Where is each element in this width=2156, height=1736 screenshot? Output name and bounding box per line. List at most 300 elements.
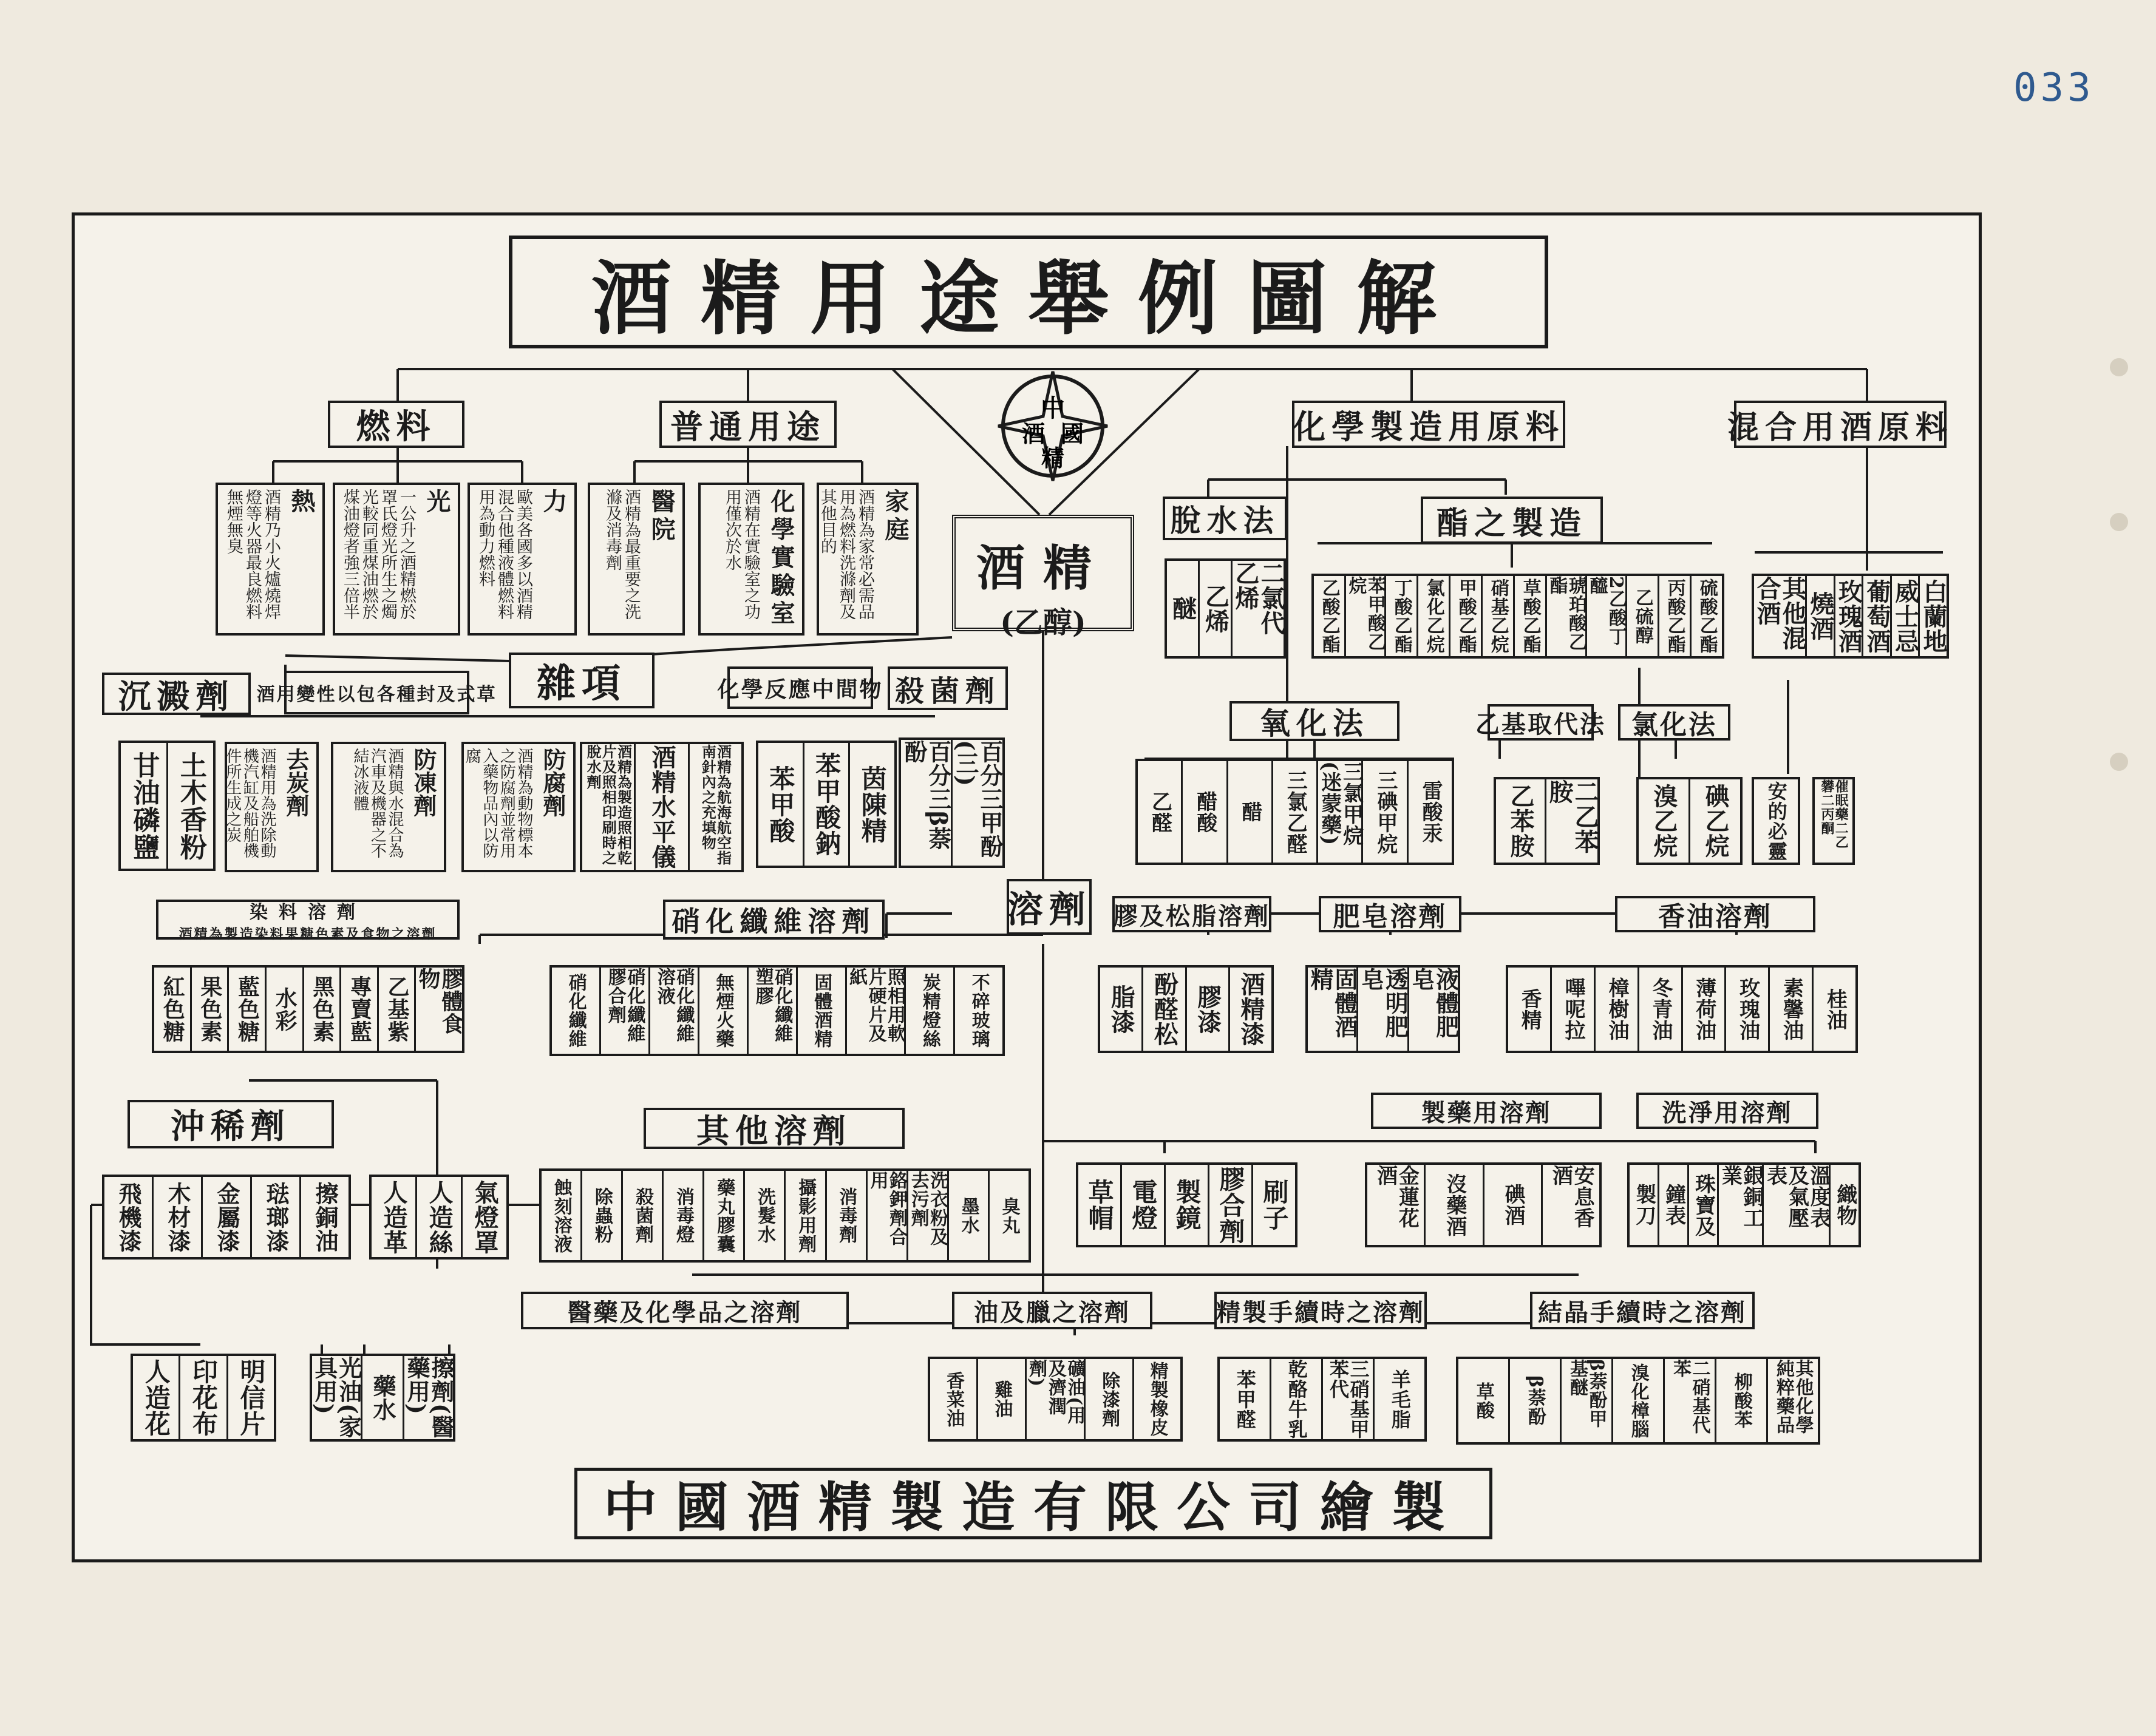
node-label: 雷酸汞 [1418,780,1443,844]
header-precip: 沉澱劑 [102,673,251,715]
group-mixed [1752,574,1949,659]
general-detail-box [817,483,919,636]
node-label: 透明肥皂 [1357,968,1409,1039]
node-label: 酒精水平儀 [647,745,676,869]
node-item [228,1356,274,1439]
header-diluent: 沖稀劑 [128,1100,334,1148]
node-item [1831,1165,1858,1245]
node-label: 擦劑(醫藥用) [403,1356,455,1439]
node-label: β萘酚 [1524,1375,1546,1426]
node-item [1409,761,1452,863]
node-label: 其他混合酒 [1753,576,1807,651]
node-label: 電燈 [1128,1179,1158,1231]
node-item [749,968,798,1054]
dye-header-title: 染料溶劑 [250,901,366,923]
node-label: 光油(家具用) [310,1356,362,1439]
node-label: 威士忌 [1891,578,1920,654]
node-item [1639,968,1683,1051]
node-item [908,1171,949,1260]
node-label: 醋 [1238,801,1262,822]
node-item [1613,1359,1665,1442]
node-item [1367,1165,1426,1245]
node-label: 乙基紫 [384,975,410,1043]
diagram-title: 酒精用途舉例圖解 [509,236,1548,348]
detail-title: 化學實驗室 [767,489,795,628]
group-ethylate [1494,777,1600,865]
header-medchem: 醫藥及化學品之溶劑 [521,1292,849,1329]
node-item [906,968,955,1054]
node-item [1483,576,1515,656]
node-label: 硝化纖維膠合劑 [604,968,645,1043]
group-ink [310,1354,455,1442]
node-label: 苯甲酸乙烷 [1345,576,1386,651]
node-item [690,744,741,870]
node-item [1314,576,1346,656]
group-cleaning [1627,1162,1861,1247]
node-item [192,968,230,1051]
node-label: 消毒劑 [835,1187,857,1244]
node-label: 消毒燈 [673,1187,695,1244]
node-label: 洗衣粉及去污劑 [907,1171,948,1246]
node-item [582,744,636,870]
node-item [1308,968,1358,1051]
node-label: 沒藥酒 [1442,1173,1467,1237]
node-item [121,743,168,869]
node-item [1122,1165,1166,1245]
node-label: 草帽 [1084,1179,1115,1231]
header-oilfat: 油及臘之溶劑 [952,1292,1152,1329]
svg-text:精: 精 [1041,444,1065,472]
node-item [1271,1359,1323,1439]
node-item [1230,968,1271,1051]
node-item [1726,968,1770,1051]
node-label: 殺菌劑 [631,1187,653,1244]
node-label: 織物 [1832,1184,1857,1226]
node-label: 硝基乙烷 [1487,578,1509,654]
node-label: 溴乙烷 [1650,784,1678,858]
detail-title: 光 [423,489,451,517]
header-pharma: 製藥用溶劑 [1371,1093,1602,1129]
node-item [850,743,894,866]
node-item [1814,968,1855,1051]
node-item [372,1177,417,1257]
node-item [955,968,1002,1054]
node-item [1515,576,1547,656]
node-item [1754,576,1807,656]
node-item [1458,1359,1510,1442]
node-item [1143,968,1186,1051]
company-emblem-icon [996,369,1110,483]
header-fuel: 燃料 [328,401,464,448]
node-item [341,968,379,1051]
node-item [1323,1359,1375,1439]
node-label: 苯甲醛 [1233,1369,1257,1429]
node-label: 其他化學純粹藥品 [1773,1359,1814,1434]
node-item [1807,576,1835,656]
group-nitro [549,965,1005,1056]
node-label: 金屬漆 [213,1181,240,1253]
node-item [1754,779,1798,863]
header-crystal: 結晶手續時之溶劑 [1530,1292,1755,1329]
node-item [990,1171,1029,1260]
node-label: 乾酪牛乳 [1285,1359,1308,1439]
header-precise: 精製手續時之溶劑 [1214,1292,1427,1329]
node-label: 明信片 [236,1358,267,1437]
node-label: 固體酒精 [811,973,832,1048]
node-item [417,1177,463,1257]
node-label: 黑色素 [309,975,335,1043]
node-item [699,968,749,1054]
detail-text: 酒精與水混合為汽車及機器之不結冰液體 [350,748,404,858]
node-label: 木材漆 [163,1181,191,1253]
node-item [1659,1165,1689,1245]
node-item [1426,1165,1484,1245]
node-label: 酒精為製造照相乾片及照相印刷時之脫水劑 [584,744,633,866]
group-dye [152,965,464,1053]
node-item [1273,761,1318,863]
node-label: 酒精漆 [1236,972,1265,1046]
node-label: 製刀 [1631,1184,1656,1226]
node-item [180,1356,228,1439]
node-label: 人造革 [379,1179,408,1255]
node-item [154,968,192,1051]
detail-title: 家庭 [881,489,910,544]
node-label: 二乙苯胺 [1545,779,1599,854]
node-label: 果色素 [197,975,223,1043]
node-label: 乙硫醇 [1631,588,1653,645]
node-label: 柳酸苯 [1730,1372,1752,1429]
node-item [827,1171,868,1260]
node-item [203,1177,252,1257]
group-extra1 [1752,777,1800,865]
node-item [542,1171,582,1260]
node-label: 藍色糖 [234,975,260,1043]
node-item [704,1171,745,1260]
node-label: 氣燈罩 [471,1179,499,1255]
node-label: 藥水 [369,1374,396,1422]
node-item [1552,968,1596,1051]
node-label: 固體酒精 [1307,968,1359,1039]
node-label: 香精 [1517,988,1542,1031]
group-misc_b [580,742,744,872]
header-ester: 酯之製造 [1421,497,1603,544]
node-item [930,1359,978,1439]
node-item [1689,1165,1719,1245]
node-label: 土木香粉 [175,751,206,861]
node-item [1187,968,1230,1051]
node-label: 琥珀酸乙酯 [1546,576,1586,651]
header-seal: 酒用變性以包各種封及式草 [284,671,469,714]
node-item [1363,761,1408,863]
node-label: 蝕刻溶液 [550,1178,572,1253]
node-label: 液體肥皂 [1407,968,1460,1039]
node-label: 茵陳精 [857,765,888,844]
node-label: 硝化纖維溶液 [653,968,695,1043]
node-label: 甘油磷鹽 [128,751,160,861]
group-perfume [1506,965,1858,1053]
node-item [1318,761,1363,863]
detail-text: 酒精用為洗除動機汽缸及船舶機件所生成之炭 [223,748,276,858]
page-number: 033 [2013,66,2095,110]
node-item [154,1177,203,1257]
header-mixed: 混合用酒原料 [1734,401,1947,448]
node-label: 桂油 [1823,988,1848,1031]
node-label: 琺瑯漆 [262,1181,290,1253]
header-general: 普通用途 [659,401,837,448]
node-item [1920,576,1947,656]
group-other [539,1168,1031,1263]
svg-text:酒: 酒 [1021,420,1046,447]
node-label: 膠漆 [1193,984,1222,1034]
node-item [1665,1359,1716,1442]
node-item [301,1177,349,1257]
detail-text: 酒精在實驗室之功用僅次於水 [722,489,760,620]
node-item [758,743,804,866]
node-label: 膠合劑 [1216,1165,1246,1244]
node-label: 鉻鉀劑合用 [866,1171,908,1246]
group-extra2 [1812,777,1855,865]
node-label: 金蓮花酒 [1373,1165,1420,1229]
group-crystal [1456,1357,1820,1445]
node-label: 硝化纖維 [565,973,587,1048]
header-other: 其他溶劑 [644,1108,905,1149]
node-label: 氯化乙烷 [1423,578,1444,654]
node-label: 燒酒 [1806,591,1835,641]
node-item [1770,968,1814,1051]
general-detail-box [698,483,804,636]
node-label: 溫度表及氣壓表 [1763,1165,1831,1229]
node-label: 照相用軟片硬片及紙 [846,968,906,1043]
node-item [1562,1359,1613,1442]
node-label: 人造絲 [425,1179,454,1255]
node-label: 藥丸膠囊 [713,1178,735,1253]
node-item [1138,761,1183,863]
header-misc: 雜項 [509,653,655,708]
node-item [1358,968,1409,1051]
node-item [1496,779,1546,863]
node-label: 專賣藍 [347,975,373,1043]
node-label: 無煙火藥 [712,973,734,1048]
group-pharma [1365,1162,1602,1247]
group-tools [1076,1162,1297,1247]
node-item [1209,1165,1253,1245]
detail-title: 熱 [287,489,316,517]
node-label: 薄荷油 [1692,977,1716,1041]
node-label: 三硝基甲苯代 [1327,1359,1370,1439]
group-reaction [756,741,897,868]
detail-text: 酒精為動物標本之防腐劑並常用入藥物品內以防腐 [463,748,533,858]
node-label: 苯甲酸 [766,765,796,844]
node-label: 印花布 [189,1358,219,1437]
node-label: 碘酒 [1500,1184,1525,1226]
group-diluent [102,1175,351,1260]
node-label: 二硝基代苯 [1670,1359,1710,1434]
center-node-label: 酒精 [976,540,1110,597]
publisher-footer: 中國酒精製造有限公司繪製 [574,1468,1492,1539]
node-label: 三碘甲烷 [1373,769,1398,855]
group-dehydrate [1165,558,1286,659]
node-label: 二氯代乙烯 [1231,561,1285,636]
node-label: 刷子 [1259,1179,1290,1231]
group-printing [131,1354,276,1442]
node-label: 百分三β萘酚 [900,740,952,851]
detail-text: 一公升之酒精燃於罩氏燈光所生之燭光較同重煤油燃於煤油燈者強三倍半 [340,489,416,620]
node-item [868,1171,908,1260]
node-label: 丙酸乙酯 [1664,578,1685,654]
node-item [1510,1359,1562,1442]
detail-text: 酒精為家常必需品用為燃料洗滌劑及其他目的 [817,489,874,620]
node-label: 三氯乙醛 [1283,769,1308,855]
node-item [798,968,847,1054]
node-item [1027,1359,1086,1439]
detail-title: 醫院 [647,489,676,544]
node-label: 嗶呢拉 [1561,977,1586,1041]
node-item [1543,1165,1599,1245]
node-item [1253,1165,1295,1245]
node-label: 醋酸 [1192,790,1217,833]
node-item [1546,779,1597,863]
node-label: 白蘭地 [1919,578,1948,654]
node-item [267,968,304,1051]
node-item [949,1171,990,1260]
fuel-detail-box [333,483,460,636]
node-label: 洗髮水 [754,1187,776,1244]
detail-text: 酒精乃小火爐燒焊燈等火器最良燃料無煙無臭 [223,489,281,620]
node-item [104,1177,154,1257]
node-item [1200,561,1233,656]
node-item [379,968,417,1051]
node-label: 墨水 [957,1196,979,1235]
header-ethylate: 乙基取代法 [1488,704,1594,741]
misc-detail-box [225,742,319,872]
node-item [1764,1165,1831,1245]
node-label: 乙酸乙酯 [1318,578,1340,654]
node-item [1690,779,1740,863]
node-item [623,1171,664,1260]
node-item [1768,1359,1818,1442]
header-solvent: 溶劑 [1007,879,1092,935]
node-item [1683,968,1727,1051]
group-soap [1305,965,1460,1053]
node-label: 擦銅油 [311,1181,339,1253]
node-label: 催眠藥二乙礬二丙酮 [1819,779,1849,849]
node-label: 除蟲粉 [591,1187,613,1244]
node-label: 不碎玻璃 [968,973,990,1048]
node-label: 酒精為航海航空指南針內之充填物 [699,744,732,866]
group-chlorinate [1636,777,1743,865]
node-label: 素馨油 [1779,977,1804,1041]
node-label: 攝影用劑 [795,1178,817,1253]
node-item [168,743,214,869]
node-item [552,968,601,1054]
fuel-detail-box [468,483,577,636]
node-label: 乙苯胺 [1506,784,1535,858]
node-label: 三氯甲烷(迷蒙藥) [1317,761,1364,846]
detail-text: 酒精為最重要之洗滌及消毒劑 [602,489,641,620]
node-label: 甲酸乙酯 [1455,578,1477,654]
header-chem: 化學製造用原料 [1292,401,1565,448]
node-item [362,1356,404,1439]
node-label: 香菜油 [942,1371,964,1428]
node-item [304,968,342,1051]
node-label: 脂漆 [1107,984,1136,1034]
node-label: 礦油(用及濟潤劑) [1025,1359,1086,1425]
node-item [1375,1359,1424,1439]
node-item [664,1171,704,1260]
node-item [901,740,953,866]
node-item [1719,1165,1764,1245]
node-label: 乙烯 [1201,583,1230,634]
node-item [133,1356,180,1439]
node-item [847,968,906,1054]
header-sterilize: 殺菌劑 [888,666,1008,710]
header-perfume: 香油溶劑 [1615,896,1815,932]
node-label: 葡萄酒 [1862,578,1891,654]
center-node-sublabel: (乙醇) [1000,606,1086,640]
node-label: 草酸 [1472,1382,1494,1420]
node-item [1835,576,1864,656]
detail-title: 力 [539,489,568,517]
node-label: 酚醛松 [1150,972,1179,1046]
node-label: 玫瑰油 [1735,977,1760,1041]
header-dehydrate: 脫水法 [1163,497,1287,540]
node-item [1639,779,1690,863]
node-item [1892,576,1920,656]
node-label: 百分三甲酚(三) [952,740,1004,858]
group-oxidize [1135,759,1454,865]
node-label: 溴化樟腦 [1627,1363,1649,1439]
node-item [1134,1359,1180,1439]
group-rubber [369,1175,509,1260]
group-precip [118,741,216,871]
detail-title: 防凍劑 [410,748,437,817]
node-item [1078,1165,1122,1245]
node-item [1547,576,1587,656]
node-item [1692,576,1722,656]
node-label: 紅色糖 [160,975,186,1043]
misc-detail-box [331,742,446,872]
node-label: 乙醛 [1148,790,1172,833]
node-item [953,740,1002,866]
header-soap: 肥皂溶劑 [1319,896,1461,932]
node-label: β萘酚甲基醚 [1566,1359,1607,1428]
node-item [1596,968,1639,1051]
node-item [1346,576,1386,656]
node-item [650,968,699,1054]
node-label: 草酸乙酯 [1519,578,1541,654]
node-item [1815,779,1852,863]
node-label: 羊毛脂 [1388,1369,1412,1429]
fuel-detail-box [216,483,325,636]
node-item [978,1359,1026,1439]
node-label: 飛機漆 [114,1181,142,1253]
node-item [1100,968,1143,1051]
node-item [1587,576,1627,656]
header-glue: 膠及松脂溶劑 [1112,896,1271,932]
node-label: 安的必靈 [1764,781,1788,861]
node-item [601,968,650,1054]
node-item [1450,576,1483,656]
node-label: 2乙酸丁醯 [1586,576,1627,646]
node-label: 安息香酒 [1548,1165,1595,1229]
node-item [1086,1359,1134,1439]
node-label: 苯甲酸鈉 [812,752,842,856]
node-item [636,744,689,870]
group-sterilize [899,737,1005,868]
center-node-alcohol [952,515,1134,640]
header-cleaning: 洗淨用溶劑 [1636,1093,1818,1129]
node-item [416,968,462,1051]
